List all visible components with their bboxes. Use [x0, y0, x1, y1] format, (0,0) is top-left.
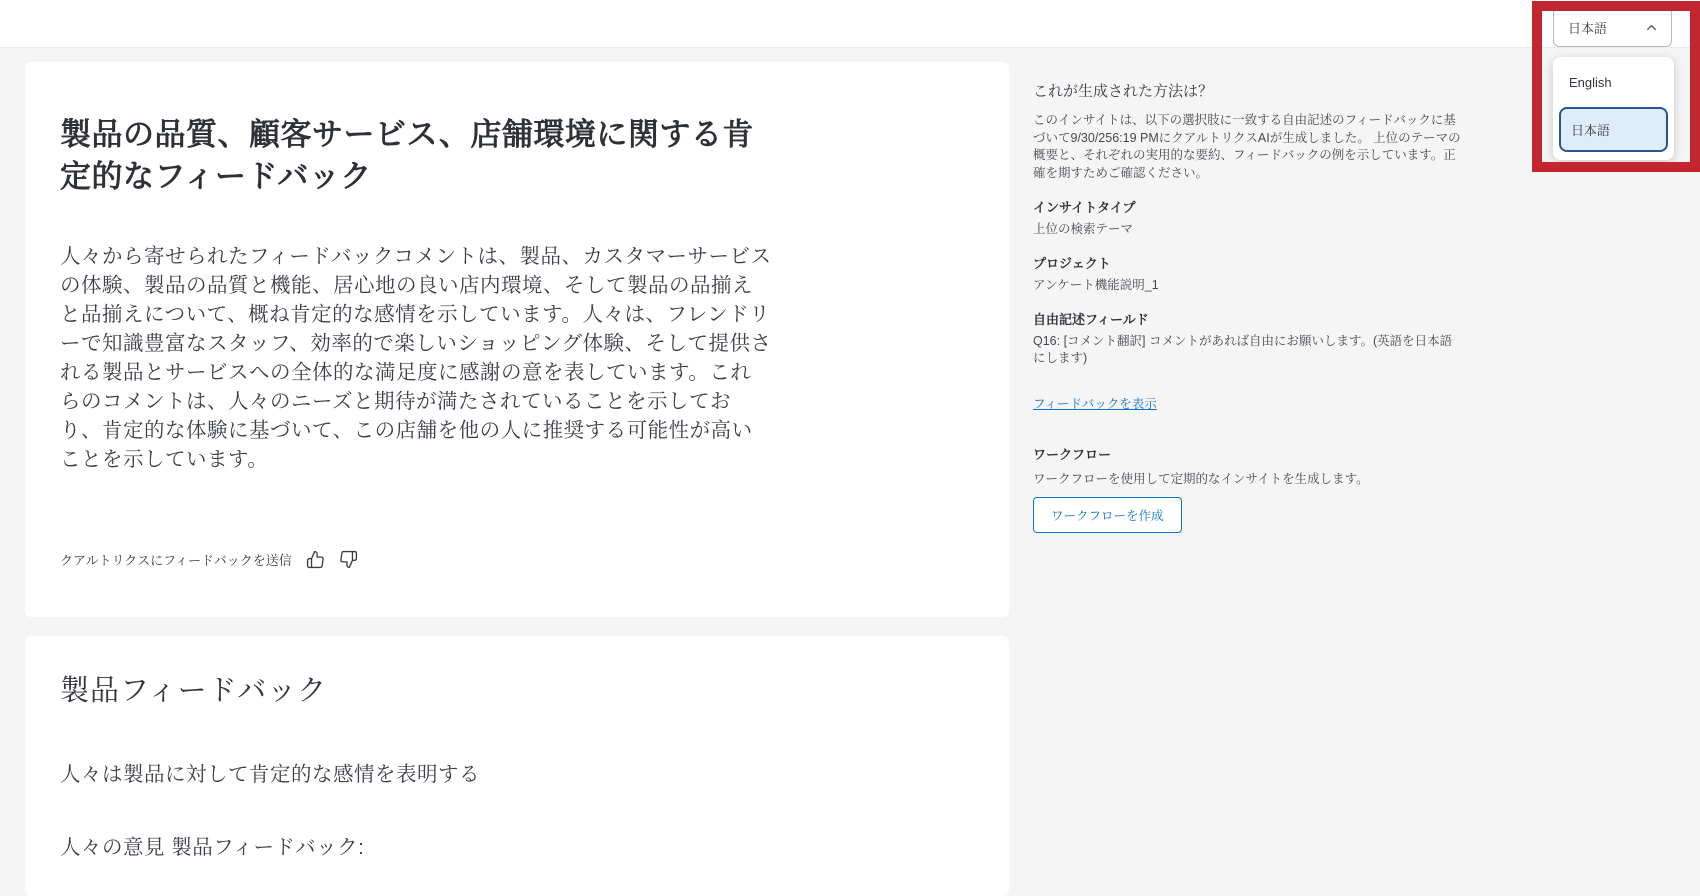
field-label: プロジェクト [1033, 256, 1111, 271]
field-value: 上位の検索テーマ [1033, 222, 1134, 236]
theme-opinions-label: 人々の意見 製品フィードバック: [60, 836, 365, 859]
language-select[interactable] [1553, 7, 1672, 47]
language-option-japanese[interactable]: 日本語 [1559, 107, 1668, 152]
theme-card-product-feedback [25, 636, 1009, 896]
how-generated-description: このインサイトは、以下の選択肢に一致する自由記述のフィードバックに基づいて9/30/256:19 PMにクアルトリクスAIが生成しました。 上位のテーマの概要と、それぞれの実用的な要約、フィードバックの例を示しています。正確を期すためご確認ください。 [1033, 113, 1461, 180]
create-workflow-button[interactable]: ワークフローを作成 [1033, 497, 1182, 533]
insight-summary-text: 人々から寄せられたフィードバックコメントは、製品、カスタマーサービスの体験、製品の品質と機能、居心地の良い店内環境、そして製品の品揃えと品揃えについて、概ね肯定的な感情を示しています。人々は、フレンドリーで知識豊富なスタッフ、効率的で楽しいショッピング体験、そして提供される製品とサービスへの全体的な満足度に感謝の意を表しています。これらのコメントは、人々のニーズと期待が満たされていることを示しており、肯定的な体験に基づいて、この店舗を他の人に推奨する可能性が高いことを示しています。 [60, 245, 772, 471]
field-label: 自由記述フィールド [1033, 312, 1149, 327]
theme-subtitle: 人々は製品に対して肯定的な感情を表明する [60, 763, 480, 786]
field-value: アンケート機能説明_1 [1033, 278, 1159, 292]
thumbs-down-icon [339, 550, 358, 569]
view-feedback-link[interactable]: フィードバックを表示 [1033, 397, 1157, 411]
workflow-label: ワークフロー [1033, 447, 1112, 462]
language-option-english[interactable]: English [1569, 75, 1612, 90]
chevron-up-icon [1644, 20, 1659, 35]
thumbs-up-button[interactable] [306, 550, 325, 569]
workflow-section [1033, 444, 1461, 533]
language-dropdown-menu [1553, 57, 1674, 160]
field-insight-type [1033, 197, 1461, 238]
field-project [1033, 253, 1461, 294]
language-select-value: 日本語 [1568, 20, 1608, 36]
insight-title: 製品の品質、顧客サービス、店舗環境に関する肯定的なフィードバック [60, 117, 754, 194]
thumbs-down-button[interactable] [339, 550, 358, 569]
field-label: インサイトタイプ [1033, 200, 1136, 215]
feedback-prompt-label: クアルトリクスにフィードバックを送信 [60, 553, 292, 568]
feedback-row [60, 550, 358, 569]
top-bar [0, 0, 1700, 48]
field-open-text [1033, 309, 1461, 367]
theme-title: 製品フィードバック [60, 675, 328, 707]
field-value: Q16: [コメント翻訳] コメントがあれば自由にお願いします。(英語を日本語にします) [1033, 334, 1453, 365]
insight-summary-card [25, 62, 1009, 617]
details-panel [1033, 80, 1461, 533]
thumbs-up-icon [306, 550, 325, 569]
workflow-description: ワークフローを使用して定期的なインサイトを生成します。 [1033, 472, 1369, 486]
how-generated-title: これが生成された方法は？ [1033, 83, 1214, 100]
